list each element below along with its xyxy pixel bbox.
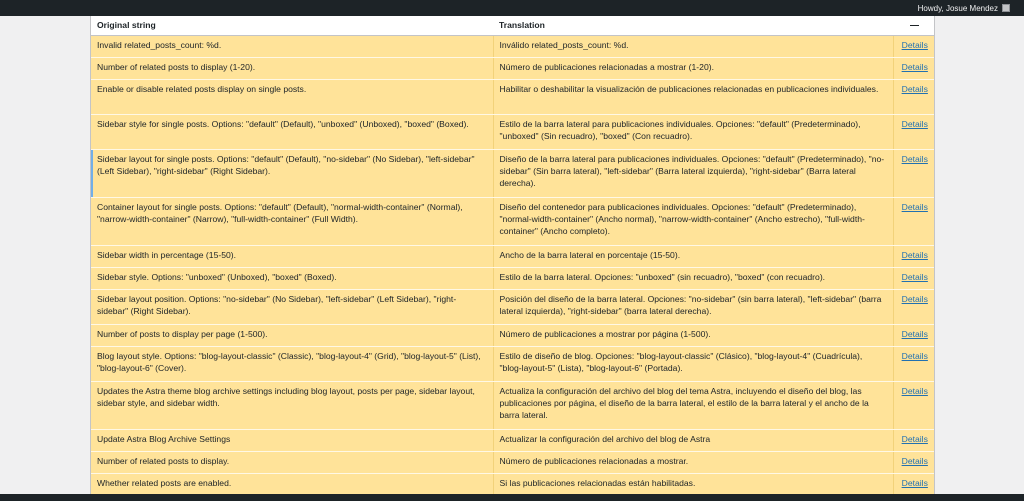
table-row[interactable] (91, 79, 935, 114)
table-row[interactable] (91, 429, 935, 451)
details-link[interactable]: Details (901, 351, 928, 361)
row-actions-cell (893, 346, 935, 381)
details-link[interactable]: Details (901, 202, 928, 212)
original-string-cell: Sidebar layout position. Options: "no-sidebar" (No Sidebar), "left-sidebar" (Left Sidebar), "right-sidebar" (Right Sidebar). (91, 289, 493, 324)
row-actions-cell (893, 35, 935, 57)
translation-cell[interactable]: Inválido related_posts_count: %d. (493, 35, 893, 57)
original-string-cell: Sidebar style for single posts. Options: "default" (Default), "unboxed" (Unboxed), "boxed" (Boxed). (91, 114, 493, 149)
original-string-cell: Invalid related_posts_count: %d. (91, 35, 493, 57)
original-string-cell: Number of related posts to display (1-20). (91, 57, 493, 79)
header-translation: Translation (493, 16, 893, 35)
collapse-dash-icon[interactable] (910, 25, 919, 26)
translation-cell[interactable]: Estilo de la barra lateral para publicaciones individuales. Opciones: "default" (Predeterminado), "unboxed" (Sin recuadro), "boxed" (Con recuadro). (493, 114, 893, 149)
admin-bar (0, 0, 1024, 16)
details-link[interactable]: Details (901, 119, 928, 129)
translation-cell[interactable]: Actualizar la configuración del archivo del blog de Astra (493, 429, 893, 451)
table-row[interactable] (91, 57, 935, 79)
user-avatar-icon[interactable] (1002, 4, 1010, 12)
row-actions-cell (893, 381, 935, 429)
details-link[interactable]: Details (901, 294, 928, 304)
row-actions-cell (893, 429, 935, 451)
translation-cell[interactable]: Posición del diseño de la barra lateral. Opciones: "no-sidebar" (sin barra lateral), "left-sidebar" (barra lateral izquierda), "right-sidebar" (barra lateral derecha). (493, 289, 893, 324)
translation-cell[interactable]: Si las publicaciones relacionadas están habilitadas. (493, 473, 893, 495)
row-actions-cell (893, 197, 935, 245)
table-row[interactable] (91, 381, 935, 429)
details-link[interactable]: Details (901, 154, 928, 164)
row-actions-cell (893, 267, 935, 289)
account-menu[interactable] (918, 4, 1010, 13)
translation-cell[interactable]: Número de publicaciones a mostrar por página (1-500). (493, 324, 893, 346)
original-string-cell: Sidebar layout for single posts. Options: "default" (Default), "no-sidebar" (No Sidebar), "left-sidebar" (Left Sidebar), "right-sidebar" (Right Sidebar). (91, 149, 493, 197)
table-row[interactable] (91, 197, 935, 245)
row-actions-cell (893, 245, 935, 267)
translations-table (91, 16, 935, 496)
details-link[interactable]: Details (901, 84, 928, 94)
original-string-cell: Sidebar style. Options: "unboxed" (Unboxed), "boxed" (Boxed). (91, 267, 493, 289)
original-string-cell: Container layout for single posts. Options: "default" (Default), "normal-width-container" (Normal), "narrow-width-container" (Narrow), "full-width-container" (Full Width). (91, 197, 493, 245)
translation-cell[interactable]: Estilo de la barra lateral. Opciones: "unboxed" (sin recuadro), "boxed" (con recuadro). (493, 267, 893, 289)
original-string-cell: Number of posts to display per page (1-500). (91, 324, 493, 346)
row-actions-cell (893, 114, 935, 149)
original-string-cell: Blog layout style. Options: "blog-layout-classic" (Classic), "blog-layout-4" (Grid), "blog-layout-5" (List), "blog-layout-6" (Cover). (91, 346, 493, 381)
translation-cell[interactable]: Ancho de la barra lateral en porcentaje (15-50). (493, 245, 893, 267)
translation-cell[interactable]: Actualiza la configuración del archivo del blog del tema Astra, incluyendo el diseño del blog, las publicaciones por página, el diseño de la barra lateral, el estilo de la barra lateral y el ancho de la barra lateral. (493, 381, 893, 429)
translation-cell[interactable]: Habilitar o deshabilitar la visualización de publicaciones relacionadas en publicaciones individuales. (493, 79, 893, 114)
original-string-cell: Updates the Astra theme blog archive settings including blog layout, posts per page, sidebar layout, sidebar style, and sidebar width. (91, 381, 493, 429)
translation-cell[interactable]: Diseño de la barra lateral para publicaciones individuales. Opciones: "default" (Predeterminado), "no-sidebar" (Sin barra lateral), "left-sidebar" (Barra lateral izquierda), "right-sidebar" (Barra lateral derecha). (493, 149, 893, 197)
original-string-cell: Whether related posts are enabled. (91, 473, 493, 495)
row-actions-cell (893, 149, 935, 197)
details-link[interactable]: Details (901, 40, 928, 50)
details-link[interactable]: Details (901, 250, 928, 260)
table-row[interactable] (91, 324, 935, 346)
details-link[interactable]: Details (901, 386, 928, 396)
details-link[interactable]: Details (901, 478, 928, 488)
translation-cell[interactable]: Estilo de diseño de blog. Opciones: "blog-layout-classic" (Clásico), "blog-layout-4" (Cuadrícula), "blog-layout-5" (Lista), "blog-layout-6" (Portada). (493, 346, 893, 381)
original-string-cell: Update Astra Blog Archive Settings (91, 429, 493, 451)
table-row[interactable] (91, 114, 935, 149)
details-link[interactable]: Details (901, 62, 928, 72)
greeting-text[interactable]: Howdy, Josue Mendez (917, 3, 998, 13)
header-actions[interactable] (893, 16, 935, 35)
table-row[interactable] (91, 451, 935, 473)
table-row[interactable] (91, 289, 935, 324)
table-row[interactable] (91, 267, 935, 289)
row-actions-cell (893, 473, 935, 495)
table-row[interactable] (91, 473, 935, 495)
row-actions-cell (893, 324, 935, 346)
table-body (91, 35, 935, 495)
original-string-cell: Sidebar width in percentage (15-50). (91, 245, 493, 267)
table-row[interactable] (91, 149, 935, 197)
table-row[interactable] (91, 35, 935, 57)
translation-cell[interactable]: Número de publicaciones relacionadas a mostrar (1-20). (493, 57, 893, 79)
details-link[interactable]: Details (901, 329, 928, 339)
original-string-cell: Number of related posts to display. (91, 451, 493, 473)
details-link[interactable]: Details (901, 434, 928, 444)
translation-cell[interactable]: Número de publicaciones relacionadas a mostrar. (493, 451, 893, 473)
row-actions-cell (893, 57, 935, 79)
translation-cell[interactable]: Diseño del contenedor para publicaciones individuales. Opciones: "default" (Predeterminado), "normal-width-container" (Ancho normal), "narrow-width-container" (Ancho estrecho), "full-width-container" (Ancho completo). (493, 197, 893, 245)
row-actions-cell (893, 451, 935, 473)
details-link[interactable]: Details (901, 456, 928, 466)
row-actions-cell (893, 79, 935, 114)
header-original-string: Original string (91, 16, 493, 35)
original-string-cell: Enable or disable related posts display on single posts. (91, 79, 493, 114)
details-link[interactable]: Details (901, 272, 928, 282)
translations-table-wrapper (90, 16, 935, 496)
table-header-row (91, 16, 935, 35)
bottom-bar (0, 494, 1024, 501)
table-row[interactable] (91, 346, 935, 381)
row-actions-cell (893, 289, 935, 324)
table-row[interactable] (91, 245, 935, 267)
